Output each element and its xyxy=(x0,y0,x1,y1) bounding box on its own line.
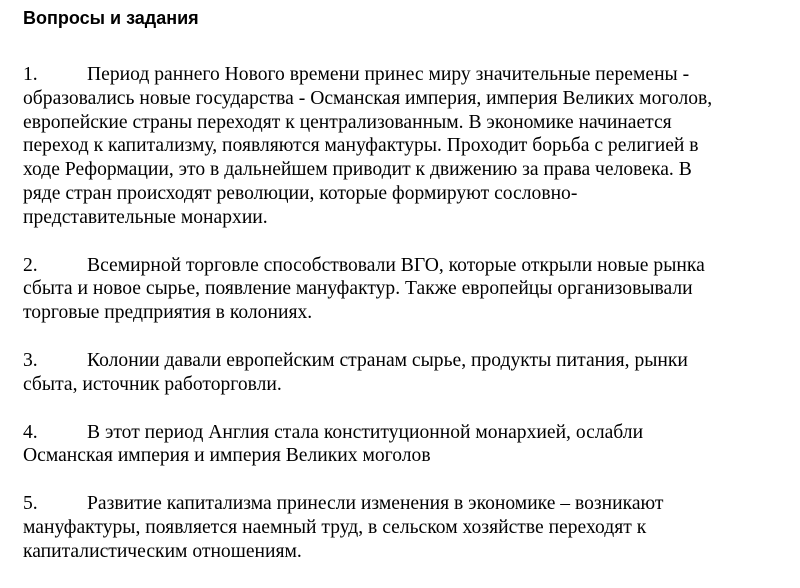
document-page xyxy=(23,0,793,564)
item-number-4: 4. xyxy=(23,421,38,443)
answer-item-4 xyxy=(23,421,793,469)
answer-item-1 xyxy=(23,63,793,230)
answer-item-2 xyxy=(23,254,793,325)
item-text-1: Период раннего Нового времени принес миру значительные перемены - образовались новые государства - Османская империя, империя Великих моголов, европейские страны переходят к централизованным. В экономике начинается переход к капитализму, появляются мануфактуры. Проходит борьба с религией в ходе Реформации, это в дальнейшем приводит к движению за права человека. В ряде стран происходят революции, которые формируют сословно- представительные монархии. xyxy=(23,64,713,228)
item-number-3: 3. xyxy=(23,349,38,371)
item-number-2: 2. xyxy=(23,254,38,276)
item-number-5: 5. xyxy=(23,493,38,515)
item-text-5: Развитие капитализма принесли изменения в экономике – возникают мануфактуры, появляется наемный труд, в сельском хозяйстве переходят к капиталистическим отношениям. xyxy=(23,493,664,562)
item-text-3: Колонии давали европейским странам сырье, продукты питания, рынки сбыта, источник работорговли. xyxy=(23,349,688,395)
item-number-1: 1. xyxy=(23,64,38,85)
item-text-2: Всемирной торговле способствовали ВГО, которые открыли новые рынка сбыта и новое сырье, появление мануфактур. Также европейцы организовывали торговые предприятия в колониях. xyxy=(23,254,705,324)
item-text-4: В этот период Англия стала конституционной монархией, ослабли Османская империя и империя Великих моголов xyxy=(23,421,644,467)
answer-item-3 xyxy=(23,349,793,397)
document-heading: Вопросы и задания xyxy=(23,8,199,28)
answer-item-5 xyxy=(23,492,793,563)
